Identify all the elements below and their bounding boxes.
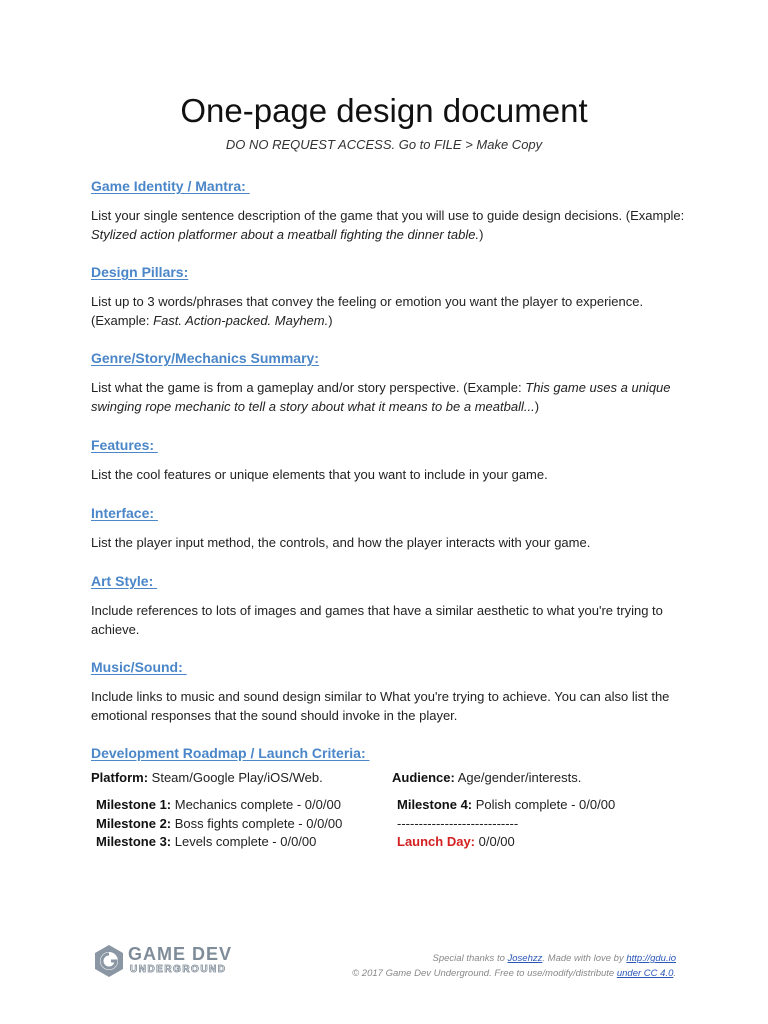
milestone-label: Milestone 2:	[96, 816, 172, 831]
section-interface	[91, 505, 691, 552]
game-dev-underground-logo	[92, 942, 252, 982]
section-body	[91, 292, 691, 330]
section-body	[91, 206, 691, 244]
josehzz-link[interactable]: Josehzz	[507, 953, 543, 964]
body-text: List what the game is from a gameplay and/or story perspective. (Example:	[91, 380, 526, 395]
section-design-pillars	[91, 264, 691, 330]
section-body: Include references to lots of images and games that have a similar aesthetic to what you're trying to achieve.	[91, 603, 663, 637]
milestone-label: Milestone 4:	[397, 797, 473, 812]
section-genre-summary	[91, 350, 691, 416]
body-suffix: )	[479, 227, 484, 242]
platform-label: Platform:	[91, 770, 149, 785]
body-suffix: )	[328, 313, 333, 328]
milestone-divider: ----------------------------	[397, 816, 519, 831]
page-subtitle: DO NO REQUEST ACCESS. Go to FILE > Make Copy	[225, 137, 543, 152]
license-link[interactable]: under CC 4.0	[616, 968, 674, 979]
body-text: List your single sentence description of the game that you will use to guide design decisions. (Example:	[91, 208, 685, 223]
launch-day-value: 0/0/00	[475, 834, 515, 849]
section-heading: Music/Sound:	[91, 659, 187, 675]
milestone-value: Levels complete - 0/0/00	[171, 834, 317, 849]
example-text: Fast. Action-packed. Mayhem.	[153, 313, 329, 328]
launch-day	[397, 833, 515, 851]
section-heading: Art Style:	[91, 573, 158, 589]
logo-text-bottom: UNDERGROUND	[130, 964, 227, 975]
copyright-text: © 2017 Game Dev Underground. Free to use/modify/distribute	[352, 968, 617, 979]
thanks-mid: . Made with love by	[542, 953, 627, 964]
section-game-identity	[91, 178, 691, 244]
example-text: This game uses a unique swinging rope mechanic to tell a story about what it means to be a meatball...	[91, 380, 671, 414]
credits-line-2	[352, 966, 676, 981]
body-suffix: )	[534, 399, 540, 414]
platform-value: Steam/Google Play/iOS/Web.	[148, 770, 323, 785]
footer-credits	[352, 951, 676, 981]
gdu-site-link[interactable]: http://gdu.io	[626, 953, 676, 964]
example-text: Stylized action platformer about a meatball fighting the dinner table.	[91, 227, 480, 242]
section-heading: Genre/Story/Mechanics Summary:	[91, 350, 319, 366]
section-heading: Interface:	[91, 505, 158, 521]
milestone-value: Polish complete - 0/0/00	[472, 797, 616, 812]
milestone-2	[96, 815, 342, 833]
section-body: List the cool features or unique elements that you want to include in your game.	[91, 467, 548, 482]
section-features	[91, 437, 691, 484]
gdu-logo-icon	[92, 944, 126, 978]
audience-value: Age/gender/interests.	[454, 770, 582, 785]
audience-label: Audience:	[392, 770, 455, 785]
section-heading: Design Pillars:	[91, 264, 189, 280]
milestone-value: Boss fights complete - 0/0/00	[171, 816, 343, 831]
license-suffix: .	[673, 968, 676, 979]
body-text: List up to 3 words/phrases that convey the feeling or emotion you want the player to experience. (Example:	[91, 294, 644, 328]
section-heading: Features:	[91, 437, 158, 453]
milestone-label: Milestone 1:	[96, 797, 172, 812]
milestone-3	[96, 833, 316, 851]
section-music-sound	[91, 659, 691, 725]
section-heading: Game Identity / Mantra:	[91, 178, 250, 194]
thanks-prefix: Special thanks to	[432, 953, 508, 964]
milestone-label: Milestone 3:	[96, 834, 172, 849]
section-body: Include links to music and sound design similar to What you're trying to achieve. You can also list the emotional responses that the sound should invoke in the player.	[91, 689, 670, 723]
section-body	[91, 378, 691, 416]
milestone-4	[397, 796, 615, 814]
section-heading: Development Roadmap / Launch Criteria:	[91, 745, 370, 761]
milestone-value: Mechanics complete - 0/0/00	[171, 797, 341, 812]
page-title: One-page design document	[180, 92, 588, 129]
launch-day-label: Launch Day:	[397, 834, 476, 849]
platform-line	[91, 769, 323, 787]
audience-line	[392, 769, 581, 787]
section-art-style	[91, 573, 691, 639]
section-body: List the player input method, the controls, and how the player interacts with your game.	[91, 535, 591, 550]
logo-text-top: GAME DEV	[128, 944, 233, 964]
credits-line-1	[352, 951, 676, 966]
milestone-1	[96, 796, 341, 814]
